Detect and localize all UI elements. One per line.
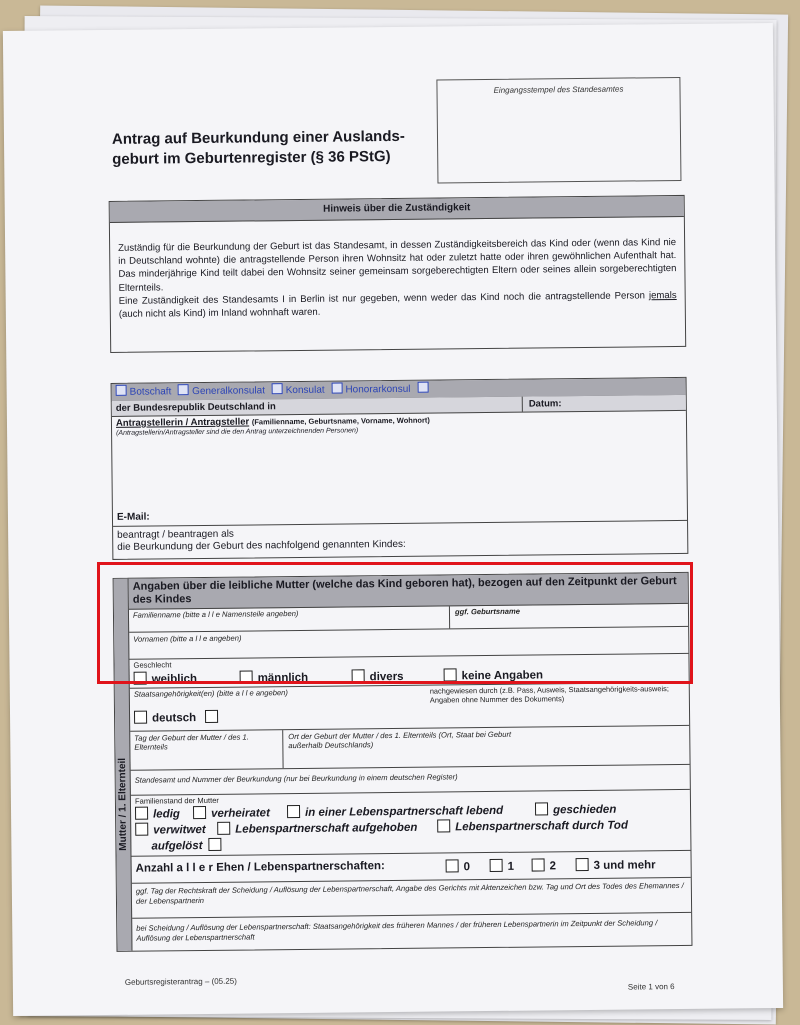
stamp-box: [436, 77, 681, 184]
gender-label: Geschlecht: [133, 660, 172, 670]
checkbox[interactable]: [287, 805, 300, 818]
notice-paragraph-2: [119, 289, 677, 321]
request-line-2: die Beurkundung der Geburt des nachfolgend genannten Kindes:: [117, 538, 406, 553]
gender-option-label: divers: [369, 670, 404, 684]
marriages-option: 1: [507, 860, 515, 873]
notice-p2-emphasis: jemals: [648, 289, 677, 302]
option-konsulat: Konsulat: [285, 384, 325, 397]
birth-date-place-row[interactable]: [130, 726, 689, 771]
divider: [282, 730, 283, 768]
checkbox[interactable]: [490, 859, 503, 872]
mission-section: [111, 377, 689, 560]
side-label: Mutter / 1. Elternteil: [116, 757, 129, 851]
title-line-1: Antrag auf Beurkundung einer Auslands-: [111, 127, 405, 148]
marriages-option: 3 und mehr: [593, 859, 656, 872]
marital-geschieden[interactable]: [535, 802, 616, 817]
mother-heading: Angaben über die leibliche Mutter (welche das Kind geboren hat), bezogen auf den Zeitpunkt der Geburt des Kindes: [129, 573, 688, 610]
citizenship-deutsch[interactable]: [134, 710, 223, 725]
applicant-label: Antragstellerin / Antragsteller: [115, 416, 250, 429]
email-field[interactable]: E-Mail:: [116, 511, 150, 523]
marriages-3plus[interactable]: [576, 857, 656, 872]
marriages-0[interactable]: [446, 859, 471, 873]
applicant-hint: (Familienname, Geburtsname, Vorname, Wohnort): [251, 415, 430, 427]
option-honorarkonsul: Honorarkonsul: [345, 383, 411, 396]
marital-option: in einer Lebenspartnerschaft lebend: [305, 804, 504, 819]
checkbox[interactable]: [437, 819, 450, 832]
title-line-2: geburt im Geburtenregister (§ 36 PStG): [112, 148, 391, 168]
request-line-1: beantragt / beantragen als: [117, 528, 234, 541]
checkbox[interactable]: [193, 806, 206, 819]
marital-option: verheiratet: [211, 807, 270, 820]
notice-p2-start: Eine Zuständigkeit des Standesamts I in Berlin ist nur gegeben, wenn weder das Kind noch die antragstellende Person: [118, 290, 649, 307]
highlight-frame: [97, 562, 693, 684]
checkbox-konsulat[interactable]: [272, 383, 283, 394]
footer-page-number: Seite 1 von 6: [627, 982, 675, 992]
marital-option: ledig: [153, 808, 180, 821]
checkbox[interactable]: [576, 858, 589, 871]
footer-form-id: Geburtsregisterantrag – (05.25): [124, 976, 237, 987]
checkbox[interactable]: [217, 822, 230, 835]
marital-aufgeloest[interactable]: [151, 838, 226, 853]
jurisdiction-notice: [109, 195, 687, 353]
citizenship-row[interactable]: [130, 683, 689, 732]
option-generalkonsulat: Generalkonsulat: [192, 385, 266, 398]
request-text: [113, 520, 687, 559]
bund-label: der Bundesrepublik Deutschland in: [115, 401, 276, 414]
checkbox-honorarkonsul[interactable]: [331, 383, 342, 394]
option-botschaft: Botschaft: [129, 386, 172, 398]
former-partner-row[interactable]: [132, 913, 691, 951]
applicant-field-label: [116, 415, 430, 429]
stamp-label: Eingangsstempel des Standesamtes: [493, 84, 624, 95]
marriages-1[interactable]: [490, 859, 515, 873]
gender-option-label: männlich: [257, 671, 309, 685]
checkbox[interactable]: [135, 823, 148, 836]
marital-verheiratet[interactable]: [193, 805, 270, 820]
birth-name-label: ggf. Geburtsname: [454, 606, 520, 617]
gender-option-label: keine Angaben: [461, 669, 544, 683]
first-names-label: Vornamen (bitte a l l e angeben): [133, 633, 242, 644]
marital-option: Lebenspartnerschaft aufgehoben: [235, 821, 418, 836]
marital-lebenspartnerschaft[interactable]: [287, 803, 503, 819]
document-title: [112, 127, 405, 170]
marital-status-row: [131, 790, 691, 857]
marriages-2[interactable]: [532, 858, 557, 872]
former-partner-label: bei Scheidung / Auflösung der Lebenspartnerschaft: Staatsangehörigkeit des früheren Mannes / der früheren Lebenspartnerin im Zeitpunkt der Scheidung / Auflösung der Lebenspartnerschaft: [136, 918, 658, 943]
birth-place-label: Ort der Geburt der Mutter / des 1. Elternteils (Ort, Staat bei Geburt außerhalb Deutschlands): [288, 729, 512, 751]
registry-label: Standesamt und Nummer der Beurkundung (nur bei Beurkundung in einem deutschen Register): [134, 772, 458, 785]
gender-option-label: weiblich: [151, 673, 198, 686]
notice-p2-end: (auch nicht als Kind) im Inland wohnhaft waren.: [118, 306, 321, 320]
citizenship-note: nachgewiesen durch (z.B. Pass, Ausweis, Staatsangehörigkeits-ausweis; Angaben ohne Nummer des Dokuments): [429, 684, 669, 705]
family-name-label: Familienname (bitte a l l e Namensteile angeben): [132, 608, 299, 620]
marriages-option: 2: [549, 860, 557, 873]
marital-option: geschieden: [552, 803, 617, 817]
marital-ledig[interactable]: [135, 806, 180, 820]
marriages-option: 0: [463, 861, 471, 874]
marital-verwitwet[interactable]: [135, 822, 206, 837]
checkbox-extra[interactable]: [417, 382, 428, 393]
marital-label: Familienstand der Mutter: [134, 795, 219, 806]
divorce-row[interactable]: [132, 878, 691, 919]
checkbox[interactable]: [535, 802, 548, 815]
birth-date-label: Tag der Geburt der Mutter / des 1. Elternteils: [134, 732, 249, 752]
citizenship-option-label: deutsch: [152, 712, 197, 725]
applicant-input-area[interactable]: [112, 434, 687, 510]
marital-aufgehoben[interactable]: [217, 820, 417, 836]
applicant-sub: (Antragstellerin/Antragsteller sind die den Antrag unterzeichnenden Personen): [116, 427, 359, 437]
checkbox-generalkonsulat[interactable]: [178, 384, 189, 395]
notice-text: [118, 236, 677, 321]
marital-option: verwitwet: [153, 823, 206, 837]
divorce-label: ggf. Tag der Rechtskraft der Scheidung / Auflösung der Lebenspartnerschaft, Angabe des Gerichts mit Aktenzeichen bzw. Tag und Ort des Todes des Ehemannes / der Lebenspartnerin: [135, 880, 684, 906]
checkbox[interactable]: [532, 858, 545, 871]
checkbox[interactable]: [208, 838, 221, 851]
marital-option: Lebenspartnerschaft durch Tod: [455, 819, 629, 834]
checkbox[interactable]: [205, 710, 218, 723]
citizenship-label: Staatsangehörigkeit(en) (bitte a l l e angeben): [133, 688, 288, 699]
date-field[interactable]: Datum:: [522, 395, 686, 412]
marital-durch-tod[interactable]: [437, 818, 628, 834]
checkbox[interactable]: [135, 807, 148, 820]
marriages-label: Anzahl a l l e r Ehen / Lebenspartnerschaften:: [135, 860, 385, 875]
checkbox-botschaft[interactable]: [116, 385, 127, 396]
form-page: [3, 23, 783, 1016]
checkbox[interactable]: [446, 859, 459, 872]
marital-option: aufgelöst: [151, 840, 203, 853]
notice-heading: Hinweis über die Zuständigkeit: [110, 196, 684, 223]
notice-paragraph-1: Zuständig für die Beurkundung der Geburt ist das Standesamt, in dessen Zuständigkeitsbereich das Kind oder (wenn das Kind nie in Deutschland wohnte) die antragstellende Person ihren Wohnsitz hat oder zuletzt hatte oder ihren gewöhnlichen Aufenthalt hat. Das minderjährige Kind teilt dabei den Wohnsitz seiner gemeinsam sorgeberechtigten Eltern oder seines allein sorgeberechtigten Elternteils.: [118, 237, 677, 294]
checkbox[interactable]: [134, 711, 147, 724]
